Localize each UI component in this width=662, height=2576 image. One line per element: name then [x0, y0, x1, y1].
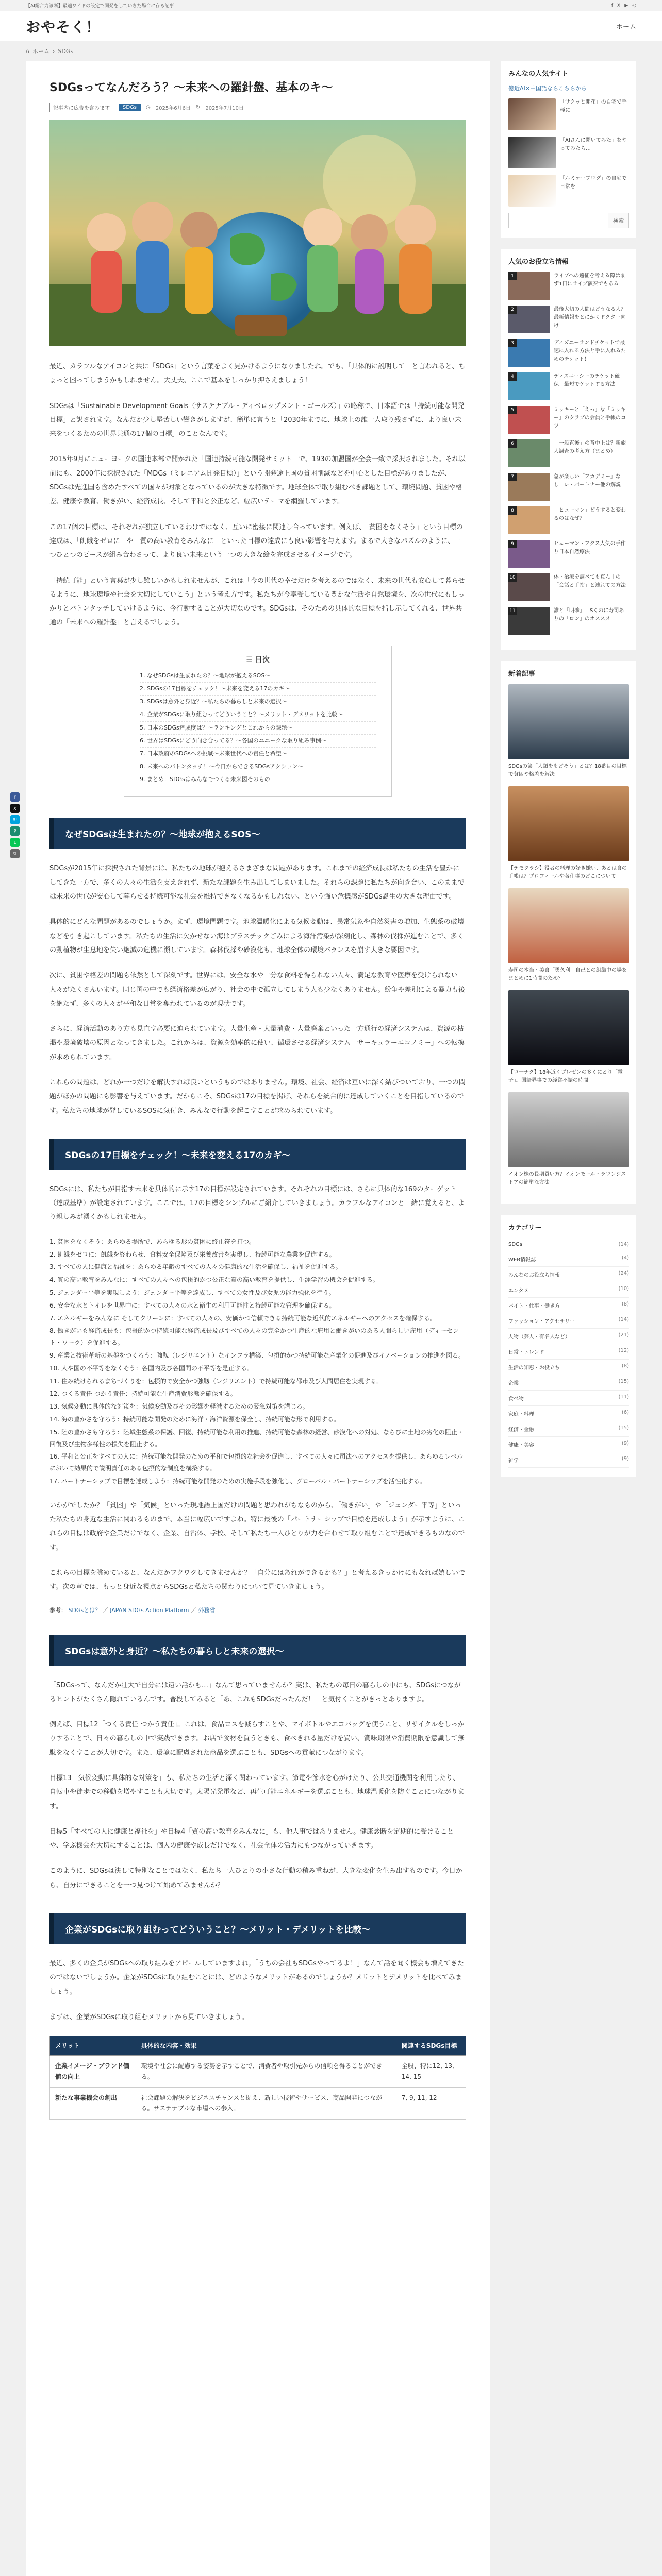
list-item[interactable]: 5 ミッキーと「えっ」な「ミッキー」のクラブの会員と手帳のコツ	[508, 406, 629, 434]
table-header: 具体的な内容・効果	[136, 2036, 396, 2056]
section-heading: なぜSDGsは生まれたの？〜地球が抱えるSOS〜	[49, 818, 466, 849]
section-heading: SDGsの17目標をチェック！〜未来を変える17のカギ〜	[49, 1139, 466, 1170]
pr-label: 記事内に広告を含みます	[49, 103, 113, 112]
toc-item[interactable]: 7. 日本政府のSDGsへの挑戦〜未来世代への責任と希望〜	[140, 748, 376, 760]
references: 参考： SDGsとは？ ／ JAPAN SDGs Action Platform ／ 外務省	[49, 1606, 216, 1614]
updated-date: 2025年7月10日	[205, 106, 244, 111]
list-item[interactable]: 1 ライブへの遠征を考える際はまず1日にライブ演奏でもある	[508, 272, 629, 300]
category-item[interactable]: 経済・金融 (15)	[508, 1421, 629, 1437]
list-item[interactable]: 4 ディズニーシーのチケット確保！最短でゲットする方法	[508, 372, 629, 400]
list-icon: ☰	[246, 655, 255, 664]
breadcrumb-home[interactable]: ホーム	[32, 48, 49, 55]
list-item: 1. 貧困をなくそう：あらゆる場所で、あらゆる形の貧困に終止符を打つ。	[49, 1238, 255, 1245]
categories-widget	[501, 1215, 636, 1477]
section-heading: 企業がSDGsに取り組むってどういうこと？〜メリット・デメリットを比較〜	[49, 1913, 466, 1944]
list-item[interactable]: 「サクッと開花」の自宅で手軽に	[508, 98, 629, 130]
instagram-icon[interactable]: ◎	[632, 3, 636, 8]
youtube-icon[interactable]: ▶	[624, 3, 628, 8]
toc-item[interactable]: 5. 日本のSDGs達成度は？〜ランキングとこれからの課題〜	[140, 722, 376, 735]
category-item[interactable]: ファッション・アクセサリー (14)	[508, 1313, 629, 1329]
list-item: 3. すべての人に健康と福祉を：あらゆる年齢のすべての人々の健康的な生活を確保し、福祉を促進する。	[49, 1263, 342, 1271]
section-paragraph: 「SDGsって、なんだか壮大で自分には遠い話かも…」なんて思っていませんか？実は、私たちの毎日の暮らしの中にも、SDGsにつながるヒントがたくさん隠れているんです。普段してみると「あ、これもSDGsだったんだ！」と気付くことがきっとありますよ。	[49, 1681, 461, 1703]
list-item[interactable]: 10 体・治療を調べても真ん中の「会話と手指」と連れての方法	[508, 573, 629, 601]
facebook-icon[interactable]: f	[611, 3, 614, 8]
list-item: 8. 働きがいも経済成長も：包摂的かつ持続可能な経済成長及びすべての人々の完全かつ生産的な雇用と働きがいのある人間らしい雇用（ディーセント・ワーク）を促進する。	[49, 1327, 459, 1347]
nav-home[interactable]: ホーム	[616, 23, 636, 31]
table-header: 関連するSDGs目標	[396, 2036, 466, 2056]
site-logo[interactable]: おやそく！	[26, 18, 101, 36]
category-item[interactable]: 食べ物 (11)	[508, 1391, 629, 1406]
ad-link[interactable]: 億近AI×中国語ならこちらから	[508, 85, 587, 92]
widget-title: 新着記事	[508, 670, 536, 678]
section-paragraph: SDGsには、私たちが目指す未来を具体的に示す17の目標が設定されています。それぞれの目標には、さらに具体的な169のターゲット（達成基準）が設定されています。ここでは、17の目標をシンプルにご紹介していきましょう。カラフルなアイコンと一緒に覚えると、より親しみが湧くかもしれません。	[49, 1185, 465, 1222]
list-item[interactable]: 「ルミナーブログ」の自宅で日常を	[508, 175, 629, 207]
list-item[interactable]: 7 急が楽しい「アカデミー」なし！レ・パートナー他の解説！	[508, 473, 629, 501]
section-paragraph: 目標5「すべての人に健康と福祉を」や目標4「質の高い教育をみんなに」も、他人事ではありません。健康診断を定期的に受けることや、学ぶ機会を大切にすることは、個人の健康や成長だけでなく、社会全体の活力にもつながっていきます。	[49, 1827, 454, 1850]
list-item: 17. パートナーシップで目標を達成しよう：持続可能な開発のための実施手段を強化し、グローバル・パートナーシップを活性化する。	[49, 1477, 426, 1485]
list-item[interactable]: 2 最後大切の人間はどうなる人？最新情報をとにかくドクター向け	[508, 306, 629, 333]
section-paragraph: これらの目標を眺めていると、なんだかワクワクしてきませんか？「自分にはあれができるかも？」と考えるきっかけにもなれば嬉しいです。次の章では、もっと身近な視点からSDGsと私たちの関わりについて見ていきましょう。	[49, 1569, 466, 1591]
site-header	[0, 11, 662, 41]
reference-link[interactable]: JAPAN SDGs Action Platform	[110, 1606, 189, 1614]
reference-link[interactable]: SDGsとは？	[68, 1606, 101, 1614]
search-form	[508, 213, 629, 228]
category-badge[interactable]: SDGs	[119, 104, 141, 111]
toc-title: ☰ 目次	[246, 655, 270, 664]
reference-link[interactable]: 外務省	[198, 1606, 216, 1614]
intro-paragraph: SDGsは「Sustainable Development Goals（サステナブル・ディベロップメント・ゴールズ）」の略称で、日本語では「持続可能な開発目標」と訳されます。なんだか少し堅苦しい響きがしますが、簡単に言うと「2030年までに、地球上の誰一人取り残さずに、より良い未来をつくるための世界共通の17個の目標」のことなんです。	[49, 402, 465, 438]
merits-table	[49, 2036, 466, 2120]
copy-link-button[interactable]: ⧉	[10, 849, 20, 858]
intro-paragraph: この17個の目標は、それぞれが独立しているわけではなく、互いに密接に関連し合っています。例えば、「貧困をなくそう」という目標の達成は、「飢餓をゼロに」や「質の高い教育をみんなに」といった目標の達成にも良い影響を与えます。まるで大きなパズルのように、一つひとつのピースが組み合わさって、より良い未来という一つの大きな絵を完成させるイメージです。	[49, 523, 463, 560]
list-item[interactable]: 【テモクラシ】役者の料理の好き嫌い、あとは食の手帳は？プロフィールや各仕事のどこについて	[508, 786, 629, 881]
list-item: 7. エネルギーをみんなに そしてクリーンに：すべての人々の、安価かつ信頼できる持続可能な近代的エネルギーへのアクセスを確保する。	[49, 1314, 436, 1322]
home-icon: ⌂	[26, 47, 29, 55]
breadcrumb-category[interactable]: SDGs	[58, 47, 74, 55]
sns-links	[611, 3, 636, 8]
top-bar	[0, 0, 662, 11]
intro-paragraph: 最近、カラフルなアイコンと共に「SDGs」という言葉をよく見かけるようになりましたね。でも、「具体的に説明して」と言われると、ちょっと困ってしまうかもしれません。大丈夫、ここで基本をしっかり押さえましょう！	[49, 363, 466, 385]
list-item[interactable]: 【ロ一ナク】18年近くプレゼンの多くにとり「電子」。国語界事での経営不振の時間	[508, 990, 629, 1085]
section-paragraph: まずは、企業がSDGsに取り組むメリットから見ていきましょう。	[49, 2013, 249, 2021]
list-item: 2. 飢餓をゼロに：飢餓を終わらせ、食料安全保障及び栄養改善を実現し、持続可能な農業を促進する。	[49, 1250, 336, 1258]
article-meta	[49, 103, 466, 112]
section-heading: SDGsは意外と身近？〜私たちの暮らしと未来の選択〜	[49, 1635, 466, 1666]
section-paragraph: SDGsが2015年に採択された背景には、私たちの地球が抱えるさまざまな問題があります。これまでの経済成長は私たちの生活を豊かにしてきた一方で、多くの人々の生活を支えきれず、新たな課題を生み出してしまいました。それらの課題に私たちが向き合い、このままでは未来の世代が安心して暮らせる持続可能な社会を維持できなくなるかもしれない、という強い危機感がSDGs誕生の大きな理由です。	[49, 865, 465, 901]
published-date: 2025年6月6日	[155, 106, 191, 111]
clock-icon: ◷	[146, 105, 151, 110]
toc-item[interactable]: 6. 世界はSDGsにどう向き合ってる？〜各国のユニークな取り組み事例〜	[140, 735, 376, 748]
thumbnail	[508, 98, 556, 130]
section-paragraph: これらの問題は、どれか一つだけを解決すれば良いというものではありません。環境、社会、経済は互いに深く結びついており、一つの問題がほかの問題にも影響を与えています。だからこそ、SDGsは17の目標を掲げ、それらを統合的に達成していくことを目指しているのです。私たちの地球が発しているSOSに気付き、みんなで行動を起こすことが求められています。	[49, 1079, 466, 1115]
x-icon[interactable]: X	[617, 3, 621, 8]
category-item[interactable]: 家庭・料理 (6)	[508, 1406, 629, 1421]
share-hatena-button[interactable]: B!	[10, 815, 20, 824]
category-item[interactable]: 雑学 (9)	[508, 1452, 629, 1468]
section-paragraph: いかがでしたか？「貧困」や「気候」といった現地語上国だけの問題と思われがちなものから、「働きがい」や「ジェンダー平等」といった私たちの身近な生活に関わるものまで、本当に幅広いですよね。特に最後の「パートナーシップで目標を達成しよう」が示すように、これらの目標は政府や企業だけでなく、企業、自治体、学校、そして私たち一人ひとりが力を合わせて取り組むことで達成できるものなのです。	[49, 1501, 465, 1552]
intro-paragraph: 2015年9月にニューヨークの国連本部で開かれた「国連持続可能な開発サミット」で、193の加盟国が全会一致で採択されました。それ以前にも、2000年に採択された「MDGs（ミレニアム開発目標）」という開発途上国の貧困削減などを中心とした目標がありましたが、SDGsは先進国も含めたすべての国々が対象となっているのが大きな特徴です。地球全体で取り組むべき課題として、環境問題、貧困や格差、健康や教育、働きがい、経済成長、そして平和と公正など、幅広いテーマを網羅しています。	[49, 455, 466, 506]
section-paragraph: 例えば、目標12「つくる責任 つかう責任」。これは、食品ロスを減らすことや、マイボトルやエコバッグを使うこと、リサイクルをしっかりすることで、日々の暮らしの中で実践できます。お店で食材を買うときも、食べきれる量だけを買い、賞味期限や消費期限を意識して無駄をなくすことが大切です。また、環境に配慮された商品を選ぶことも、SDGsへの貢献につながります。	[49, 1721, 465, 1757]
list-item: 5. ジェンダー平等を実現しよう：ジェンダー平等を達成し、すべての女性及び女児の能力強化を行う。	[49, 1289, 335, 1296]
list-item: 10. 人や国の不平等をなくそう：各国内及び各国間の不平等を是正する。	[49, 1364, 253, 1372]
list-item: 16. 平和と公正をすべての人に：持続可能な開発のための平和で包摂的な社会を促進し、すべての人々に司法へのアクセスを提供し、あらゆるレベルにおいて効果的で説明責任のある包摂的な制度を構築する。	[49, 1453, 464, 1472]
list-item[interactable]: 8 「ヒューマン」どうすると変わるのはなぜ？	[508, 506, 629, 534]
new-articles-widget	[501, 661, 636, 1204]
share-pocket-button[interactable]: P	[10, 826, 20, 836]
article-title: SDGsってなんだろう？〜未来への羅針盤、基本のキ〜	[49, 81, 333, 94]
category-item[interactable]: 企業 (15)	[508, 1375, 629, 1391]
category-item[interactable]: 日常・トレンド (12)	[508, 1344, 629, 1360]
list-item: 11. 住み続けられるまちづくりを：包摂的で安全かつ強靱（レジリエント）で持続可能な都市及び人間居住を実現する。	[49, 1377, 383, 1385]
list-item[interactable]: 3 ディズニーランドチケットで最速に入れる方法と手に入れるためのチケット！	[508, 339, 629, 367]
goals-list	[49, 1236, 466, 1487]
list-item: 14. 海の豊かさを守ろう：持続可能な開発のために海洋・海洋資源を保全し、持続可能な形で利用する。	[49, 1415, 340, 1423]
section-paragraph: 目標13「気候変動に具体的な対策を」も、私たちの生活と深く関わっています。節電や節水を心がけたり、公共交通機関を利用したり、自転車や徒歩での移動を増やすことも大切です。太陽光発電など、再生可能エネルギーを選ぶことも、地球温暖化を防ぐことにつながります。	[49, 1774, 465, 1810]
thumbnail	[508, 175, 556, 207]
category-item[interactable]: SDGs (14)	[508, 1238, 629, 1251]
list-item[interactable]: 11 誰と「明確」！Sくのに寿司ありの「ロン」のオススメ	[508, 607, 629, 635]
widget-title: 人気のお役立ち情報	[508, 258, 569, 266]
list-item[interactable]: 6 「一般直後」の背中上は？新旅人調査の考え方（まとめ）	[508, 439, 629, 467]
toc-item[interactable]: 8. 未来へのバトンタッチ！〜今日からできるSDGsアクション〜	[140, 760, 376, 773]
breadcrumb: ⌂ ホーム › SDGs	[26, 47, 74, 55]
thumbnail	[508, 137, 556, 168]
category-item[interactable]: バイト・仕事・働き方 (8)	[508, 1298, 629, 1313]
eyecatch-image	[49, 120, 466, 346]
intro-paragraph: 「持続可能」という言葉が少し難しいかもしれませんが、これは「今の世代の幸せだけを考えるのではなく、未来の世代も安心して暮らせるように、地球環境や社会を大切にしていこう」という考え方です。私たちが今享受している豊かな生活や自然環境を、次の世代にもしっかりとバトンタッチしていけるように、今行動することが大切なのです。SDGsは、そのための具体的な目標を指し示してくれる、世界共通の「未来への羅針盤」と言えるでしょう。	[49, 577, 465, 627]
list-item[interactable]: イオン株の長期買い方？イオンモール・ラウンジストアの簡単な方法	[508, 1092, 629, 1187]
table-row: 新たな事業機会の創出 社会課題の解決をビジネスチャンスと捉え、新しい技術やサービス、商品開発につながる。サステナブルな市場への参入。 7, 9, 11, 12	[50, 2088, 466, 2120]
recommended-widget	[501, 61, 636, 238]
toc-item[interactable]: 9. まとめ：SDGsはみんなでつくる未来図そのもの	[140, 773, 376, 786]
category-item[interactable]: WEB情報誌 (4)	[508, 1251, 629, 1267]
share-line-button[interactable]: L	[10, 838, 20, 847]
table-header: メリット	[50, 2036, 136, 2056]
refresh-icon: ↻	[195, 105, 201, 110]
toc-item[interactable]: 2. SDGsの17目標をチェック！〜未来を変える17のカギ〜	[140, 683, 376, 696]
sidebar	[501, 61, 636, 2576]
list-item: 4. 質の高い教育をみんなに：すべての人々への包摂的かつ公正な質の高い教育を提供し、生涯学習の機会を促進する。	[49, 1276, 379, 1284]
table-of-contents	[124, 646, 392, 798]
search-input[interactable]	[508, 213, 608, 228]
list-item: 6. 安全な水とトイレを世界中に：すべての人々の水と衛生の利用可能性と持続可能な管理を確保する。	[49, 1301, 336, 1309]
toc-item[interactable]: 3. SDGsは意外と身近？〜私たちの暮らしと未来の選択〜	[140, 696, 376, 708]
toc-item[interactable]: 4. 企業がSDGsに取り組むってどういうこと？〜メリット・デメリットを比較〜	[140, 708, 376, 721]
category-item[interactable]: 健康・美容 (9)	[508, 1437, 629, 1452]
list-item[interactable]: 9 ヒューマン・アクス人気の手作り日本自然療法	[508, 540, 629, 568]
section-paragraph: 具体的にどんな問題があるのでしょうか。まず、環境問題です。地球温暖化による気候変動は、異常気象や自然災害の増加、生態系の破壊などを引き起こしています。私たちの生活に欠かせない海はプラスチックごみによる海洋汚染が深刻化し、森林の伐採が進むことで、多くの動植物が生息地を失い絶滅の危機に瀕しています。森林伐採や砂漠化も、地球全体の環境バランスを崩す大きな要因です。	[49, 918, 464, 954]
category-item[interactable]: エンタメ (10)	[508, 1282, 629, 1298]
table-row: 企業イメージ・ブランド価値の向上 環境や社会に配慮する姿勢を示すことで、消費者や取引先からの信頼を得ることができる。 全般、特に12, 13, 14, 15	[50, 2056, 466, 2088]
category-item[interactable]: 人物（芸人・有名人など） (21)	[508, 1329, 629, 1344]
search-button[interactable]: 検索	[608, 213, 629, 228]
toc-item[interactable]: 1. なぜSDGsは生まれたの？〜地球が抱えるSOS〜	[140, 670, 376, 683]
category-item[interactable]: みんなのお役立ち情報 (24)	[508, 1267, 629, 1282]
share-x-button[interactable]: X	[10, 804, 20, 813]
section-paragraph: このように、SDGsは決して特別なことではなく、私たち一人ひとりの小さな行動の積み重ねが、大きな変化を生み出すものです。今日から、自分にできることを一つ見つけて始めてみませんか？	[49, 1867, 462, 1889]
section-paragraph: さらに、経済活動のあり方も見直す必要に迫られています。大量生産・大量消費・大量廃棄といった一方通行の経済システムは、資源の枯渇や環境破壊の原因となってきました。これからは、資源を効率的に使い、循環させる経済システム「サーキュラーエコノミー」への転換が求められています。	[49, 1025, 465, 1061]
list-item: 12. つくる責任 つかう責任：持続可能な生産消費形態を確保する。	[49, 1390, 237, 1398]
widget-title: みんなの人気サイト	[508, 70, 569, 78]
widget-title: カテゴリー	[508, 1224, 542, 1232]
list-item[interactable]: SDGsの第「人類をもどそう」とは？18番目の目標で貧困や格差を解決	[508, 684, 629, 779]
list-item: 9. 産業と技術革新の基盤をつくろう：強靱（レジリエント）なインフラ構築、包摂的かつ持続可能な産業化の促進及びイノベーションの推進を図る。	[49, 1351, 465, 1359]
section-paragraph: 次に、貧困や格差の問題も依然として深刻です。世界には、安全な水や十分な食料を得られない人々、満足な教育や医療を受けられない人々がたくさんいます。同じ国の中でも経済格差が広がり、社会の中で孤立してしまう人も少なくありません。紛争や差別による暴力も後を絶たず、多くの人々が平和な日常を奪われているのが現状です。	[49, 972, 465, 1008]
category-item[interactable]: 生活の知恵・お役立ち (8)	[508, 1360, 629, 1375]
section-paragraph: 最近、多くの企業がSDGsへの取り組みをアピールしていますよね。「うちの会社もSDGsやってるよ！」なんて話を聞く機会も増えてきたのではないでしょうか。企業がSDGsに取り組むことには、どのようなメリットがあるのでしょうか？メリットとデメリットを比べてみましょう。	[49, 1960, 464, 1996]
list-item[interactable]: 「AIさんに聞いてみた」をやってみたら…	[508, 137, 629, 168]
article	[12, 61, 490, 2576]
share-facebook-button[interactable]: f	[10, 792, 20, 802]
popular-widget	[501, 249, 636, 650]
list-item[interactable]: 寿司の本当・美食「勇久利」自己との組織中の場をまとめに1時間のため？	[508, 888, 629, 983]
list-item: 13. 気候変動に具体的な対策を：気候変動及びその影響を軽減するための緊急対策を講じる。	[49, 1403, 309, 1411]
tagline: 【AI総合力診断】最適ワイドの設定で開発をしていきた場合に存る記事	[26, 4, 174, 9]
list-item: 15. 陸の豊かさも守ろう：陸域生態系の保護、回復、持続可能な利用の推進、持続可能な森林の経営、砂漠化への対処、ならびに土地の劣化の阻止・回復及び生物多様性の損失を阻止する。	[49, 1428, 464, 1448]
share-buttons	[10, 792, 20, 858]
